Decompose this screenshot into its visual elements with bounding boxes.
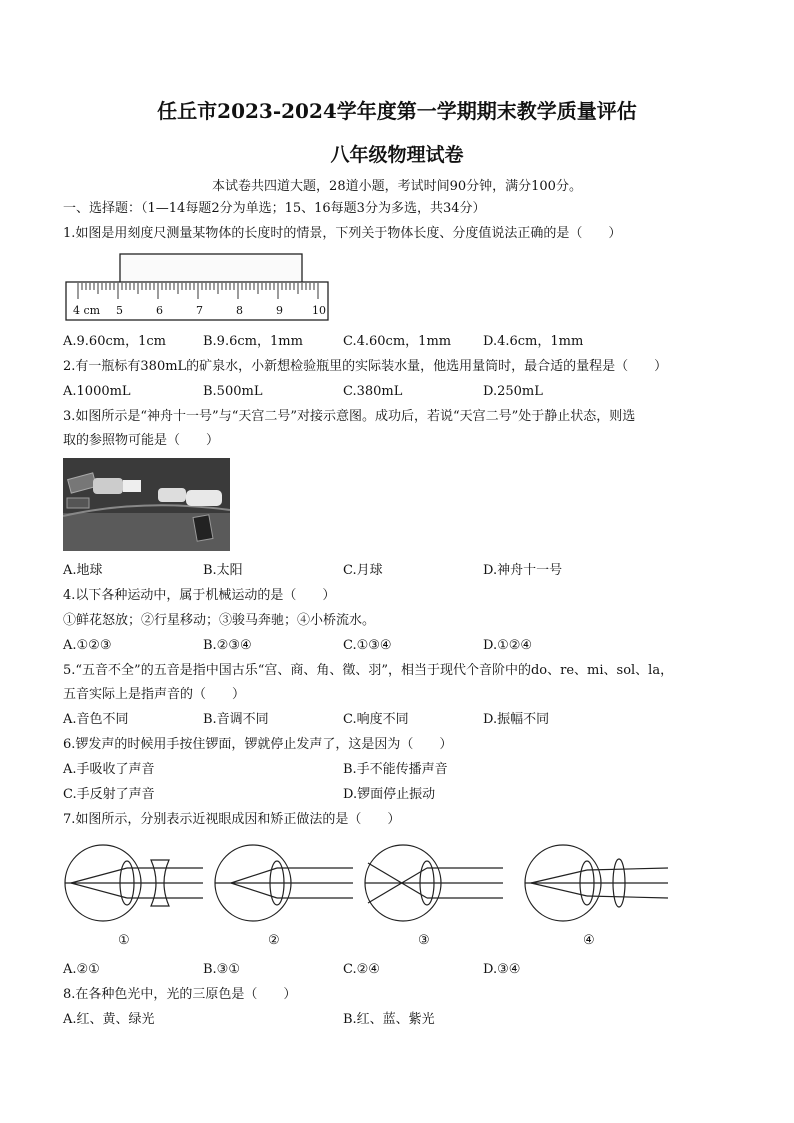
q3-stem-line2: 取的参照物可能是（ ） xyxy=(63,433,220,448)
q2-option-a[interactable]: A.1000mL xyxy=(63,384,131,399)
q2-option-c[interactable]: C.380mL xyxy=(343,384,403,399)
measured-object xyxy=(120,254,302,284)
exam-subtitle: 八年级物理试卷 xyxy=(330,144,464,166)
ruler-label-9: 9 xyxy=(276,304,283,317)
q3-option-a[interactable]: A.地球 xyxy=(63,563,103,578)
q6-option-b[interactable]: B.手不能传播声音 xyxy=(343,762,448,777)
q4-option-d[interactable]: D.①②④ xyxy=(483,638,533,653)
eye-diagram-1 xyxy=(65,845,203,921)
q3-stem-line1: 3.如图所示是“神舟十一号”与“天宫二号”对接示意图。成功后，若说“天宫二号”处于静止状态，则选 xyxy=(63,409,636,424)
q3-option-d[interactable]: D.神舟十一号 xyxy=(483,563,563,578)
q1-option-b[interactable]: B.9.6cm，1mm xyxy=(203,334,303,349)
q1-option-c[interactable]: C.4.60cm，1mm xyxy=(343,334,452,349)
ruler-label-10: 10 xyxy=(312,304,326,317)
ruler-label-8: 8 xyxy=(236,304,243,317)
ruler-label-6: 6 xyxy=(156,304,163,317)
q7-option-d[interactable]: D.③④ xyxy=(483,962,521,977)
q2-stem: 2.有一瓶标有380mL的矿泉水，小新想检验瓶里的实际装水量，他选用量筒时，最合适的量程是（ ） xyxy=(63,359,668,374)
q6-option-a[interactable]: A.手吸收了声音 xyxy=(63,762,155,777)
q1-option-a[interactable]: A.9.60cm，1cm xyxy=(63,334,166,349)
q7-stem: 7.如图所示，分别表示近视眼成因和矫正做法的是（ ） xyxy=(63,812,401,827)
q5-stem-line1: 5.“五音不全”的五音是指中国古乐“宫、商、角、徵、羽”，相当于现代个音阶中的do、re、mi、sol、la， xyxy=(63,663,674,678)
q4-stem: 4.以下各种运动中，属于机械运动的是（ ） xyxy=(63,588,336,603)
q8-option-a[interactable]: A.红、黄、绿光 xyxy=(63,1012,155,1027)
q5-option-d[interactable]: D.振幅不同 xyxy=(483,712,550,727)
q7-option-a[interactable]: A.②① xyxy=(63,962,100,977)
ruler-figure xyxy=(63,252,333,322)
q6-option-c[interactable]: C.手反射了声音 xyxy=(63,787,155,802)
figure-label-1: ① xyxy=(118,933,130,948)
figure-label-4: ④ xyxy=(583,933,595,948)
q2-option-b[interactable]: B.500mL xyxy=(203,384,263,399)
eye-diagram-3 xyxy=(365,845,503,921)
exam-title: 任丘市2023-2024学年度第一学期期末教学质量评估 xyxy=(157,99,637,123)
exam-intro: 本试卷共四道大题，28道小题，考试时间90分钟，满分100分。 xyxy=(212,179,582,194)
q7-option-c[interactable]: C.②④ xyxy=(343,962,380,977)
q1-option-d[interactable]: D.4.6cm，1mm xyxy=(483,334,584,349)
eye-diagram-2 xyxy=(215,845,353,921)
q8-stem: 8.在各种色光中，光的三原色是（ ） xyxy=(63,987,297,1002)
q4-option-b[interactable]: B.②③④ xyxy=(203,638,252,653)
section-heading: 一、选择题：（1—14每题2分为单选；15、16每题3分为多选，共34分） xyxy=(63,201,486,216)
figure-label-2: ② xyxy=(268,933,280,948)
q5-option-b[interactable]: B.音调不同 xyxy=(203,712,269,727)
figure-label-3: ③ xyxy=(418,933,430,948)
q6-stem: 6.锣发声的时候用手按住锣面，锣就停止发声了，这是因为（ ） xyxy=(63,737,453,752)
ruler-label-5: 5 xyxy=(116,304,123,317)
q7-option-b[interactable]: B.③① xyxy=(203,962,240,977)
spacecraft-docking-photo xyxy=(63,458,230,551)
q2-option-d[interactable]: D.250mL xyxy=(483,384,543,399)
eye-diagrams-figure xyxy=(63,838,673,950)
eye-diagram-4 xyxy=(525,845,668,921)
q3-option-b[interactable]: B.太阳 xyxy=(203,563,243,578)
q3-option-c[interactable]: C.月球 xyxy=(343,563,383,578)
ruler-label-7: 7 xyxy=(196,304,203,317)
q5-option-a[interactable]: A.音色不同 xyxy=(63,712,129,727)
q1-stem: 1.如图是用刻度尺测量某物体的长度时的情景，下列关于物体长度、分度值说法正确的是（ ） xyxy=(63,226,622,241)
q4-option-c[interactable]: C.①③④ xyxy=(343,638,392,653)
q5-stem-line2: 五音实际上是指声音的（ ） xyxy=(63,687,246,702)
q4-option-a[interactable]: A.①②③ xyxy=(63,638,112,653)
q4-items: ①鲜花怒放；②行星移动；③骏马奔驰；④小桥流水。 xyxy=(63,613,376,628)
q6-option-d[interactable]: D.锣面停止振动 xyxy=(343,787,436,802)
q8-option-b[interactable]: B.红、蓝、紫光 xyxy=(343,1012,435,1027)
ruler-label-4cm: 4 cm xyxy=(73,304,101,317)
q5-option-c[interactable]: C.响度不同 xyxy=(343,712,409,727)
